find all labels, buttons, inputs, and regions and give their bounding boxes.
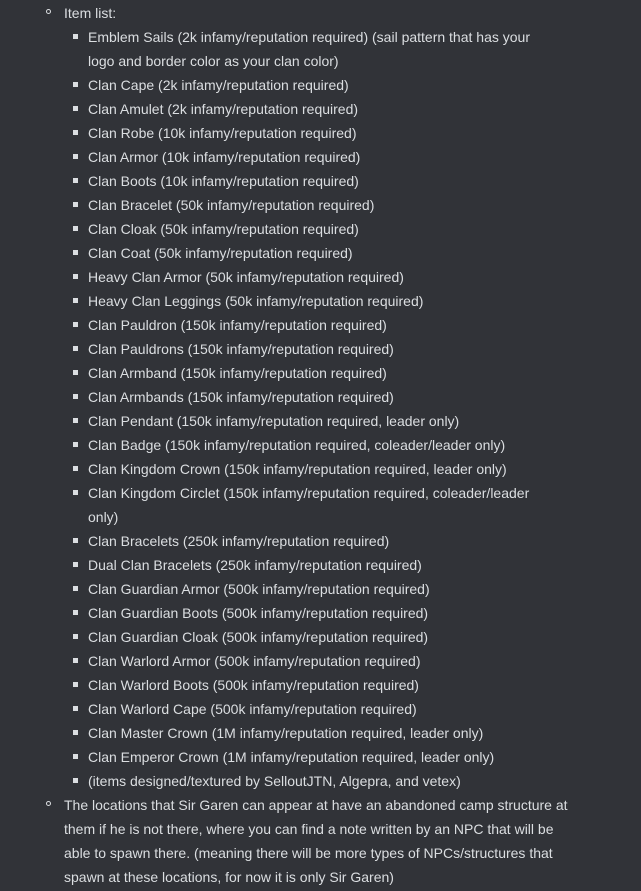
square-bullet-icon [73, 274, 78, 279]
square-bullet-icon [73, 418, 78, 423]
square-bullet-icon [73, 82, 78, 87]
list-item-text: Clan Pauldron (150k infamy/reputation required) [88, 317, 387, 333]
list-item-text: Clan Bracelet (50k infamy/reputation required) [88, 197, 375, 213]
square-bullet-icon [73, 466, 78, 471]
list-item-text: Clan Kingdom Crown (150k infamy/reputation required, leader only) [88, 461, 507, 477]
list-item [64, 409, 581, 433]
list-item-text: Heavy Clan Leggings (50k infamy/reputation required) [88, 293, 424, 309]
square-bullet-icon [73, 298, 78, 303]
list-item-text: Clan Warlord Cape (500k infamy/reputation required) [88, 701, 417, 717]
list-item-text: Heavy Clan Armor (50k infamy/reputation required) [88, 269, 404, 285]
square-bullet-icon [73, 754, 78, 759]
list-item [64, 769, 581, 793]
square-bullet-icon [73, 394, 78, 399]
square-bullet-icon [73, 586, 78, 591]
list-item-text: Dual Clan Bracelets (250k infamy/reputation required) [88, 557, 422, 573]
list-item [64, 73, 581, 97]
list-item-text: (items designed/textured by SelloutJTN, Algepra, and vetex) [88, 773, 461, 789]
square-bullet-icon [73, 34, 78, 39]
square-bullet-icon [73, 778, 78, 783]
outer-list-item [0, 793, 641, 889]
list-item [64, 745, 581, 769]
square-bullet-icon [73, 106, 78, 111]
square-bullet-icon [73, 226, 78, 231]
square-bullet-icon [73, 562, 78, 567]
list-item [64, 601, 581, 625]
list-item [64, 97, 581, 121]
square-bullet-icon [73, 634, 78, 639]
square-bullet-icon [73, 658, 78, 663]
square-bullet-icon [73, 730, 78, 735]
list-item [64, 649, 581, 673]
list-item [64, 313, 581, 337]
square-bullet-icon [73, 202, 78, 207]
list-item [64, 529, 581, 553]
list-item-text: Clan Cloak (50k infamy/reputation required) [88, 221, 359, 237]
outer-list-item [0, 1, 641, 793]
list-item-text: Clan Master Crown (1M infamy/reputation required, leader only) [88, 725, 484, 741]
square-bullet-icon [73, 130, 78, 135]
list-item [64, 433, 581, 457]
item-list [64, 25, 581, 793]
list-item-text: Clan Bracelets (250k infamy/reputation required) [88, 533, 390, 549]
square-bullet-icon [73, 322, 78, 327]
list-item [64, 25, 581, 73]
square-bullet-icon [73, 706, 78, 711]
section-label: The locations that Sir Garen can appear at have an abandoned camp structure at them if he is not there, where you can find a note written by an NPC that will be able to spawn there. (meaning there will be more types of NPCs/structures that spawn at these locations, for now it is only Sir Garen) [64, 797, 568, 885]
list-item [64, 337, 581, 361]
section-label: Item list: [64, 5, 117, 21]
list-item-text: Clan Armor (10k infamy/reputation required) [88, 149, 361, 165]
list-item-text: Clan Pauldrons (150k infamy/reputation required) [88, 341, 394, 357]
list-item [64, 457, 581, 481]
list-item-text: Clan Pendant (150k infamy/reputation required, leader only) [88, 413, 460, 429]
list-item [64, 481, 581, 529]
list-item-text: Clan Coat (50k infamy/reputation required) [88, 245, 353, 261]
list-item-text: Emblem Sails (2k infamy/reputation required) (sail pattern that has your logo and border color as your clan color) [88, 29, 530, 69]
list-item-text: Clan Amulet (2k infamy/reputation required) [88, 101, 359, 117]
list-item-text: Clan Emperor Crown (1M infamy/reputation required, leader only) [88, 749, 495, 765]
square-bullet-icon [73, 370, 78, 375]
list-item-text: Clan Badge (150k infamy/reputation required, coleader/leader only) [88, 437, 506, 453]
list-item [64, 553, 581, 577]
list-item [64, 673, 581, 697]
circle-bullet-icon [46, 801, 51, 806]
circle-bullet-icon [46, 9, 51, 14]
list-item-text: Clan Armbands (150k infamy/reputation required) [88, 389, 394, 405]
list-item [64, 385, 581, 409]
list-item-text: Clan Guardian Cloak (500k infamy/reputation required) [88, 629, 429, 645]
list-item-text: Clan Warlord Armor (500k infamy/reputation required) [88, 653, 421, 669]
list-item-text: Clan Guardian Armor (500k infamy/reputation required) [88, 581, 430, 597]
list-item-text: Clan Kingdom Circlet (150k infamy/reputation required, coleader/leader only) [88, 485, 530, 525]
list-item-text: Clan Boots (10k infamy/reputation required) [88, 173, 359, 189]
message-content [0, 1, 641, 889]
list-item [64, 265, 581, 289]
list-item [64, 169, 581, 193]
list-item [64, 145, 581, 169]
square-bullet-icon [73, 154, 78, 159]
square-bullet-icon [73, 442, 78, 447]
list-item-text: Clan Warlord Boots (500k infamy/reputation required) [88, 677, 419, 693]
list-item [64, 217, 581, 241]
square-bullet-icon [73, 682, 78, 687]
square-bullet-icon [73, 250, 78, 255]
list-item [64, 193, 581, 217]
list-item-text: Clan Guardian Boots (500k infamy/reputation required) [88, 605, 429, 621]
list-item [64, 289, 581, 313]
square-bullet-icon [73, 178, 78, 183]
list-item [64, 121, 581, 145]
list-item [64, 721, 581, 745]
list-item-text: Clan Armband (150k infamy/reputation required) [88, 365, 387, 381]
list-item-text: Clan Robe (10k infamy/reputation required) [88, 125, 357, 141]
list-item [64, 241, 581, 265]
list-item-text: Clan Cape (2k infamy/reputation required) [88, 77, 349, 93]
square-bullet-icon [73, 346, 78, 351]
list-item [64, 361, 581, 385]
square-bullet-icon [73, 490, 78, 495]
square-bullet-icon [73, 610, 78, 615]
list-item [64, 697, 581, 721]
list-item [64, 625, 581, 649]
list-item [64, 577, 581, 601]
square-bullet-icon [73, 538, 78, 543]
outer-list [0, 1, 641, 889]
